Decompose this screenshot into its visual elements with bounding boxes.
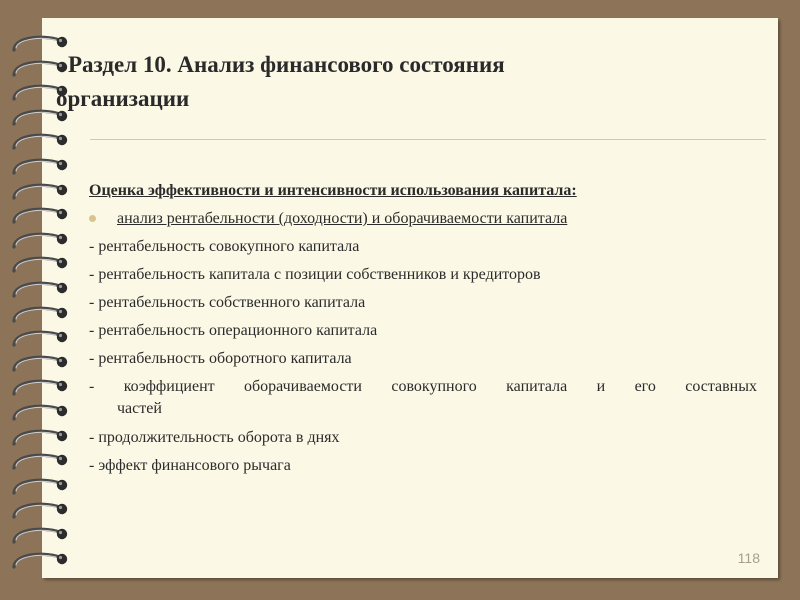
- list-item: - рентабельность собственного капитала: [89, 294, 366, 311]
- page-title: [52, 48, 712, 116]
- bullet-item: [89, 205, 757, 233]
- list-item: - продолжительность оборота в днях: [89, 429, 340, 446]
- page-number: 118: [737, 550, 760, 566]
- list-item: - рентабельность капитала с позиции собственников и кредиторов: [89, 266, 541, 283]
- title-line-2: организации: [56, 86, 190, 111]
- section-heading: Оценка эффективности и интенсивности использования капитала:: [89, 182, 577, 199]
- list-item: - рентабельность оборотного капитала: [89, 350, 352, 367]
- slide-content: [89, 177, 757, 480]
- bullet-dot-icon: [89, 215, 96, 222]
- spiral-ring-icon: [10, 547, 72, 575]
- list-item-continuation: частей: [117, 400, 162, 417]
- list-item: - рентабельность совокупного капитала: [89, 238, 360, 255]
- title-divider: [90, 139, 766, 140]
- title-line-1: Раздел 10. Анализ финансового состояния: [68, 52, 505, 77]
- list-item: - рентабельность операционного капитала: [89, 322, 378, 339]
- bullet-item-text: анализ рентабельности (доходности) и оборачиваемости капитала: [117, 210, 568, 227]
- list-item: - эффект финансового рычага: [89, 457, 291, 474]
- list-item: - коэффициент оборачиваемости совокупного капитала и его составных: [89, 378, 757, 395]
